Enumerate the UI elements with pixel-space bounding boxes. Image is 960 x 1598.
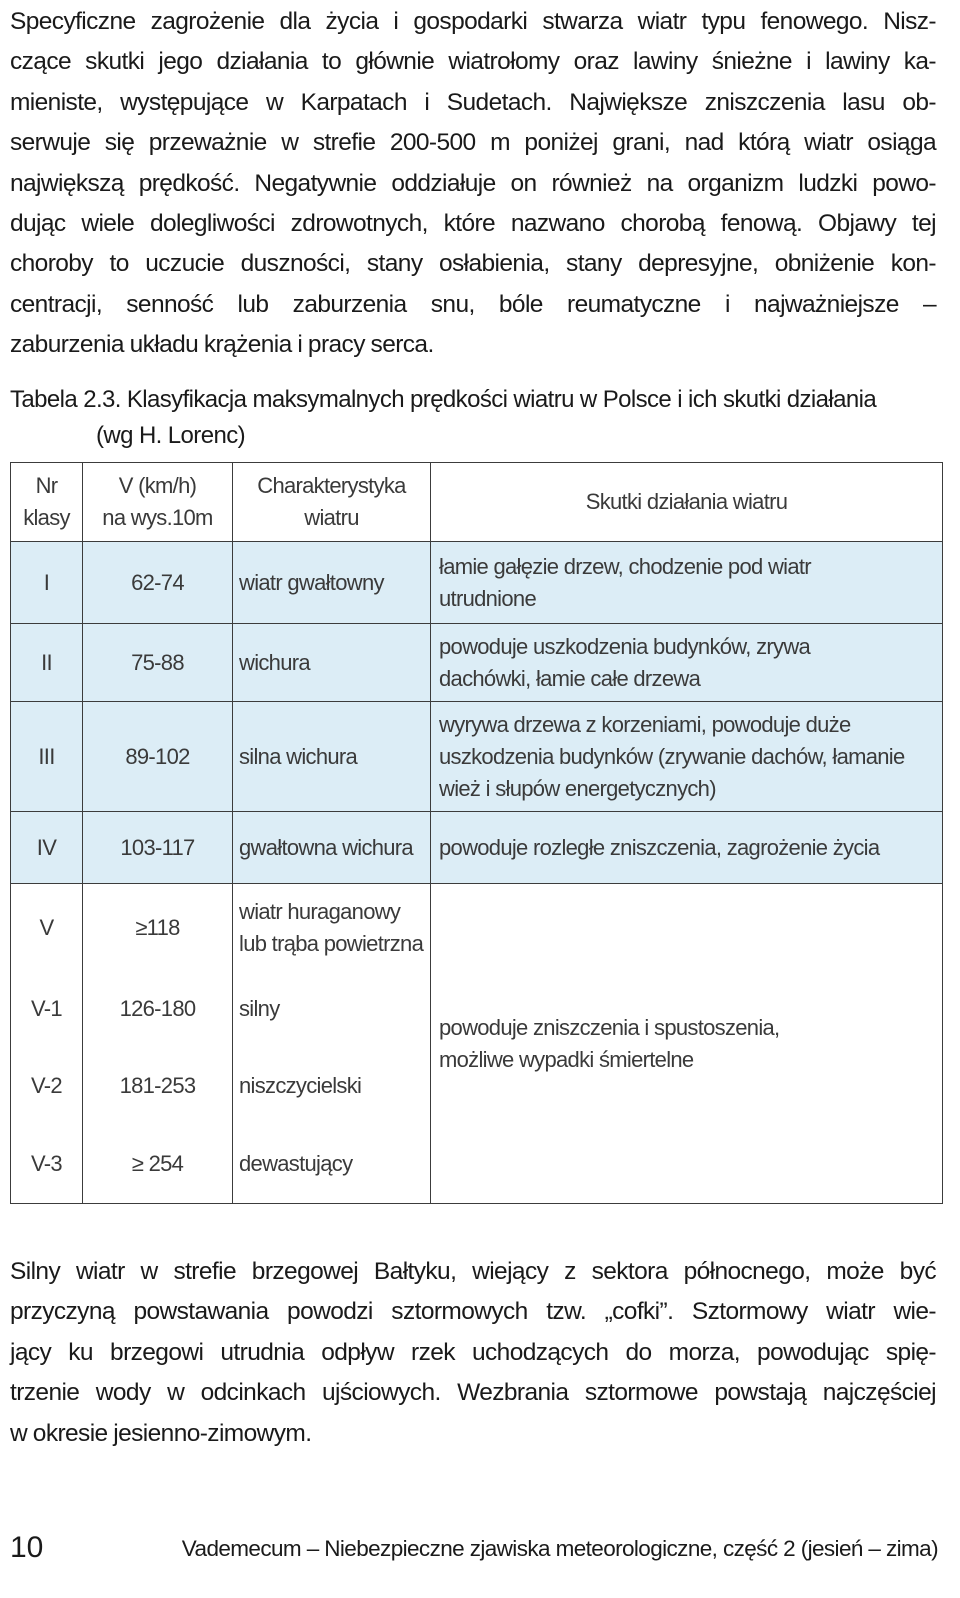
effects-line: dachówki, łamie całe drzewa bbox=[439, 665, 701, 691]
cell-characteristic: gwałtowna wichura bbox=[233, 812, 431, 884]
text-line: przyczyną powstawania powodzi sztormowych tzw. „cofki”. Sztormowy wiatr wie- bbox=[10, 1298, 936, 1326]
text-line: w okresie jesienno-zimowym. bbox=[10, 1419, 312, 1447]
cell-nr: I bbox=[11, 542, 83, 624]
table-row bbox=[11, 624, 943, 702]
header-nr bbox=[11, 463, 83, 542]
caption-line: Tabela 2.3. Klasyfikacja maksymalnych prędkości wiatru w Polsce i ich skutki działania bbox=[10, 386, 877, 413]
header-text: klasy bbox=[23, 505, 70, 530]
header-characteristic bbox=[233, 463, 431, 542]
char-line: lub trąba powietrzna bbox=[239, 930, 424, 956]
cell-characteristic: niszczycielski bbox=[233, 1046, 431, 1126]
wind-classification-table bbox=[10, 462, 943, 1204]
cell-speed: ≥118 bbox=[83, 884, 233, 972]
char-line: wiatr huraganowy bbox=[239, 898, 401, 924]
page-number: 10 bbox=[10, 1531, 44, 1564]
cell-nr: V-1 bbox=[11, 972, 83, 1046]
header-text: wiatru bbox=[304, 505, 359, 530]
header-text: Charakterystyka bbox=[257, 473, 406, 498]
header-effects: Skutki działania wiatru bbox=[431, 463, 943, 542]
cell-effects: powoduje rozległe zniszczenia, zagrożenie życia bbox=[431, 812, 943, 884]
text-line: jący ku brzegowi utrudnia odpływ rzek uchodzących do morza, powodując spię- bbox=[10, 1338, 936, 1366]
cell-effects bbox=[431, 624, 943, 702]
header-text: na wys.10m bbox=[102, 505, 213, 530]
header-text: Nr bbox=[35, 473, 58, 498]
effects-line: utrudnione bbox=[439, 585, 536, 611]
text-line: centracji, senność lub zaburzenia snu, bóle reumatyczne i najważniejsze – bbox=[10, 290, 936, 318]
cell-speed: 181-253 bbox=[83, 1046, 233, 1126]
table-row bbox=[11, 884, 943, 972]
cell-nr: V-2 bbox=[11, 1046, 83, 1126]
text-line: Silny wiatr w strefie brzegowej Bałtyku, wiejący z sektora północnego, może być bbox=[10, 1258, 936, 1285]
cell-effects bbox=[431, 542, 943, 624]
cell-characteristic: silna wichura bbox=[233, 702, 431, 812]
running-title: Vademecum – Niebezpieczne zjawiska meteorologiczne, część 2 (jesień – zima) bbox=[181, 1536, 938, 1561]
table-row bbox=[11, 542, 943, 624]
effects-line: łamie gałęzie drzew, chodzenie pod wiatr bbox=[439, 553, 811, 579]
cell-speed: 89-102 bbox=[83, 702, 233, 812]
cell-speed: 75-88 bbox=[83, 624, 233, 702]
text-line: zaburzenia układu krążenia i pracy serca. bbox=[10, 331, 434, 359]
cell-effects bbox=[431, 702, 943, 812]
cell-characteristic: wiatr gwałtowny bbox=[233, 542, 431, 624]
cell-effects-merged bbox=[431, 884, 943, 1204]
table-header-row bbox=[11, 463, 943, 542]
effects-line: powoduje zniszczenia i spustoszenia, bbox=[439, 1014, 780, 1040]
cell-characteristic: silny bbox=[233, 972, 431, 1046]
paragraph-foehn bbox=[10, 2, 936, 366]
text-line: trzenie wody w odcinkach ujściowych. Wezbrania sztormowe powstają najczęściej bbox=[10, 1379, 936, 1407]
text-line: największą prędkość. Negatywnie oddziałuje on również na organizm ludzki powo- bbox=[10, 169, 936, 197]
text-line: choroby to uczucie duszności, stany osłabienia, stany depresyjne, obniżenie kon- bbox=[10, 250, 936, 278]
table-row bbox=[11, 812, 943, 884]
text-line: serwuje się przeważnie w strefie 200-500 m poniżej grani, nad którą wiatr osiąga bbox=[10, 129, 936, 157]
effects-line: możliwe wypadki śmiertelne bbox=[439, 1046, 694, 1072]
text-line: dując wiele dolegliwości zdrowotnych, które nazwano chorobą fenową. Objawy tej bbox=[10, 210, 936, 238]
cell-nr: III bbox=[11, 702, 83, 812]
effects-line: wież i słupów energetycznych) bbox=[439, 775, 716, 801]
text-line: mieniste, występujące w Karpatach i Sudetach. Największe zniszczenia lasu ob- bbox=[10, 88, 936, 116]
effects-line: uszkodzenia budynków (zrywanie dachów, łamanie bbox=[439, 743, 905, 769]
header-speed bbox=[83, 463, 233, 542]
cell-characteristic: wichura bbox=[233, 624, 431, 702]
cell-speed: 103-117 bbox=[83, 812, 233, 884]
cell-characteristic: dewastujący bbox=[233, 1126, 431, 1204]
cell-nr: V-3 bbox=[11, 1126, 83, 1204]
cell-speed: 126-180 bbox=[83, 972, 233, 1046]
caption-line: (wg H. Lorenc) bbox=[96, 422, 245, 449]
text-line: czące skutki jego działania to głównie wiatrołomy oraz lawiny śnieżne i lawiny ka- bbox=[10, 48, 936, 76]
effects-line: wyrywa drzewa z korzeniami, powoduje duże bbox=[439, 711, 851, 737]
cell-nr: II bbox=[11, 624, 83, 702]
cell-speed: ≥ 254 bbox=[83, 1126, 233, 1204]
effects-line: powoduje uszkodzenia budynków, zrywa bbox=[439, 633, 811, 659]
page-footer bbox=[0, 1528, 960, 1568]
text-line: Specyficzne zagrożenie dla życia i gospodarki stwarza wiatr typu fenowego. Nisz- bbox=[10, 8, 936, 35]
header-text: V (km/h) bbox=[118, 473, 197, 498]
table-caption bbox=[10, 382, 940, 454]
cell-speed: 62-74 bbox=[83, 542, 233, 624]
cell-characteristic bbox=[233, 884, 431, 972]
table-row bbox=[11, 702, 943, 812]
paragraph-baltic bbox=[10, 1252, 936, 1454]
cell-nr: V bbox=[11, 884, 83, 972]
cell-nr: IV bbox=[11, 812, 83, 884]
